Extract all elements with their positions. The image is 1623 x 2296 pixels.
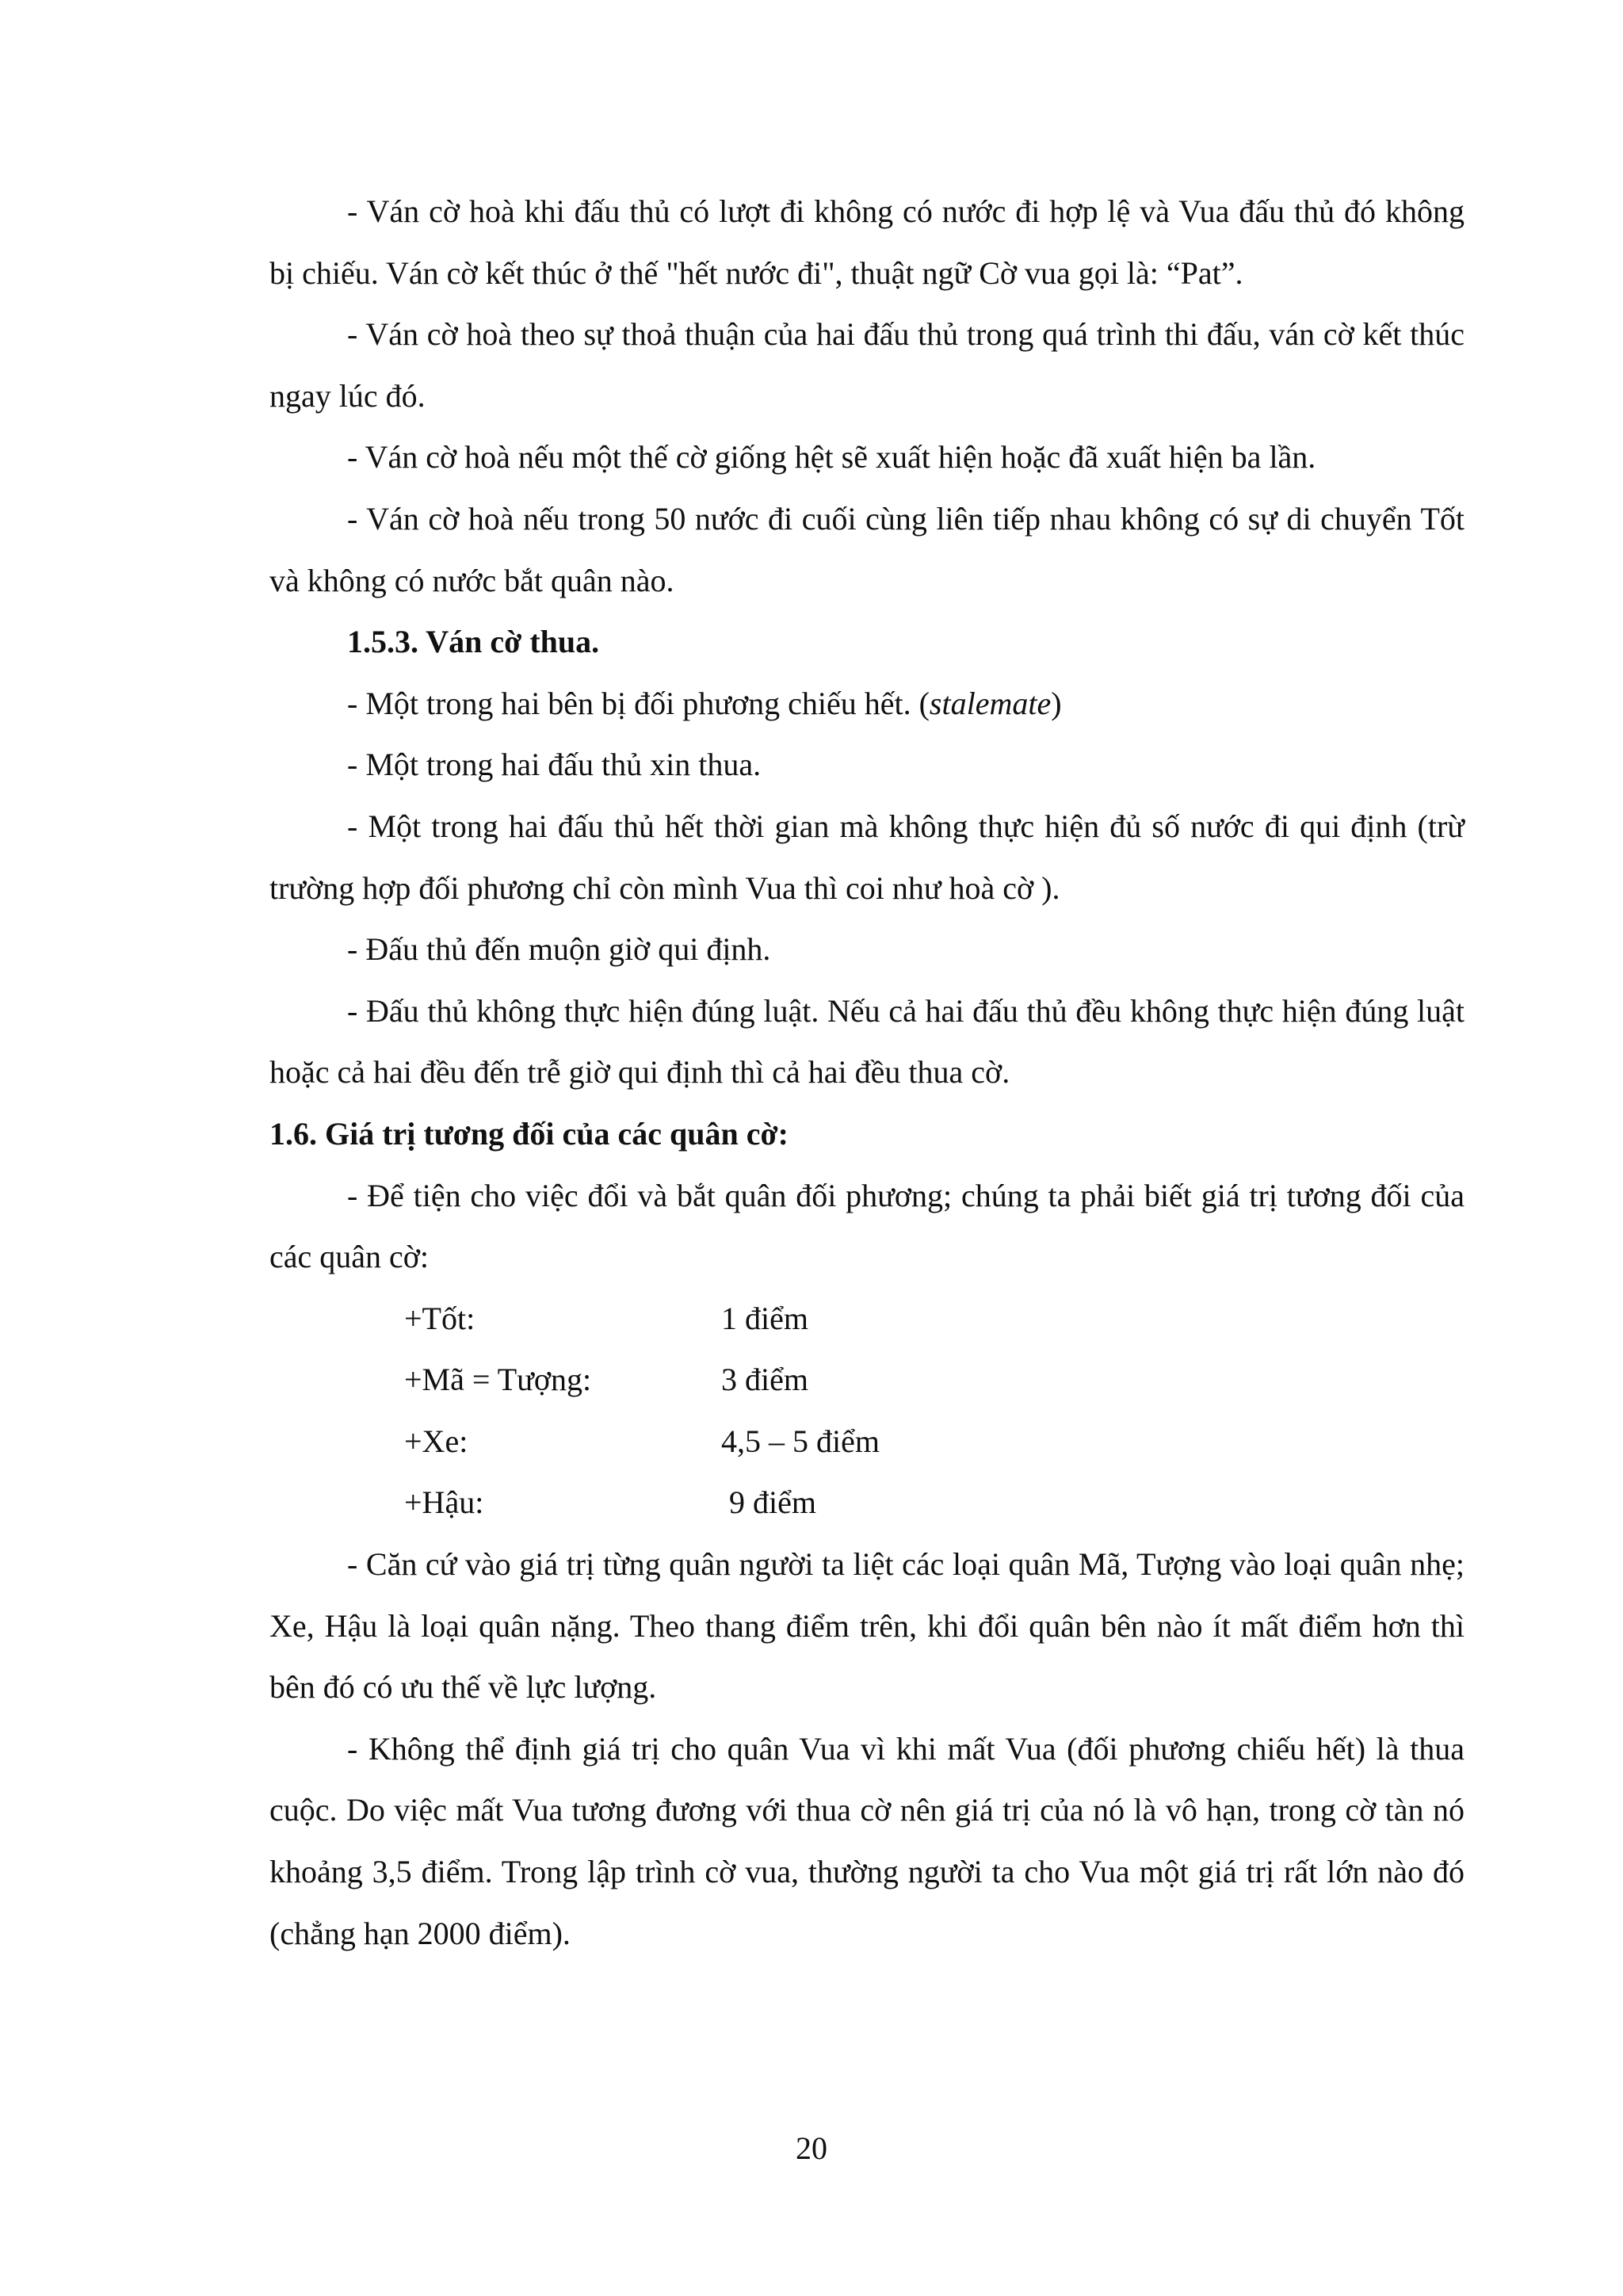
piece-name: +Xe: — [404, 1423, 468, 1459]
paragraph-loss-time: - Một trong hai đấu thủ hết thời gian mà không thực hiện đủ số nước đi qui định (trừ trường hợp đối phương chỉ còn mình Vua thì coi như hoà cờ ). — [269, 808, 1465, 906]
piece-name: +Tốt: — [404, 1300, 475, 1336]
paragraph-king-value: - Không thể định giá trị cho quân Vua vì khi mất Vua (đối phương chiếu hết) là thua cuộc. Do việc mất Vua tương đương với thua cờ nên giá trị của nó là vô hạn, trong cờ tàn nó khoảng 3,5 điểm. Trong lập trình cờ vua, thường người ta cho Vua một giá trị rất lớn nào đó (chẳng hạn 2000 điểm). — [269, 1730, 1465, 1951]
stalemate-italic-term: stalemate — [929, 685, 1052, 721]
heading-section-1-5-3: 1.5.3. Ván cờ thua. — [347, 624, 600, 660]
page-content — [269, 181, 1465, 1964]
paragraph-light-heavy-pieces: - Căn cứ vào giá trị từng quân người ta liệt các loại quân Mã, Tượng vào loại quân nhẹ; Xe, Hậu là loại quân nặng. Theo thang điểm trên, khi đổi quân bên nào ít mất điểm hơn thì bên đó có ưu thế về lực lượng. — [269, 1546, 1465, 1706]
paragraph-loss-rules: - Đấu thủ không thực hiện đúng luật. Nếu cả hai đấu thủ đều không thực hiện đúng luật hoặc cả hai đều đến trễ giờ qui định thì cả hai đều thua cờ. — [269, 992, 1465, 1091]
paragraph-draw-repetition: - Ván cờ hoà nếu một thế cờ giống hệt sẽ xuất hiện hoặc đã xuất hiện ba lần. — [347, 439, 1316, 476]
page-number: 20 — [796, 2130, 827, 2166]
paragraph-piece-values-intro: - Để tiện cho việc đổi và bắt quân đối phương; chúng ta phải biết giá trị tương đối của các quân cờ: — [269, 1177, 1465, 1275]
piece-name: +Hậu: — [404, 1484, 484, 1521]
paragraph-loss-late: - Đấu thủ đến muộn giờ qui định. — [347, 931, 771, 968]
loss-checkmate-text: - Một trong hai bên bị đối phương chiếu hết. ( — [347, 685, 930, 721]
piece-name: +Mã = Tượng: — [404, 1362, 592, 1398]
piece-points: 9 điểm — [729, 1484, 816, 1521]
piece-points: 1 điểm — [721, 1300, 808, 1336]
piece-points: 4,5 – 5 điểm — [721, 1423, 880, 1459]
paragraph-draw-fifty-moves: - Ván cờ hoà nếu trong 50 nước đi cuối cùng liên tiếp nhau không có sự di chuyển Tốt và không có nước bắt quân nào. — [269, 500, 1465, 598]
piece-value-row-rook — [269, 1411, 1465, 1473]
paragraph-draw-stalemate: - Ván cờ hoà khi đấu thủ có lượt đi không có nước đi hợp lệ và Vua đấu thủ đó không bị chiếu. Ván cờ kết thúc ở thế "hết nước đi", thuật ngữ Cờ vua gọi là: “Pat”. — [269, 193, 1465, 291]
piece-value-row-pawn — [269, 1288, 1465, 1350]
paragraph-loss-resign: - Một trong hai đấu thủ xin thua. — [347, 747, 762, 783]
piece-value-row-queen — [269, 1472, 1465, 1534]
piece-values-table — [269, 1288, 1465, 1534]
paragraph-draw-agreement: - Ván cờ hoà theo sự thoả thuận của hai đấu thủ trong quá trình thi đấu, ván cờ kết thúc ngay lúc đó. — [269, 316, 1465, 414]
piece-value-row-knight-bishop — [269, 1349, 1465, 1411]
paragraph-loss-checkmate — [269, 673, 1465, 735]
piece-points: 3 điểm — [721, 1362, 808, 1398]
heading-section-1-6: 1.6. Giá trị tương đối của các quân cờ: — [269, 1115, 789, 1152]
loss-checkmate-close-paren: ) — [1051, 685, 1062, 721]
